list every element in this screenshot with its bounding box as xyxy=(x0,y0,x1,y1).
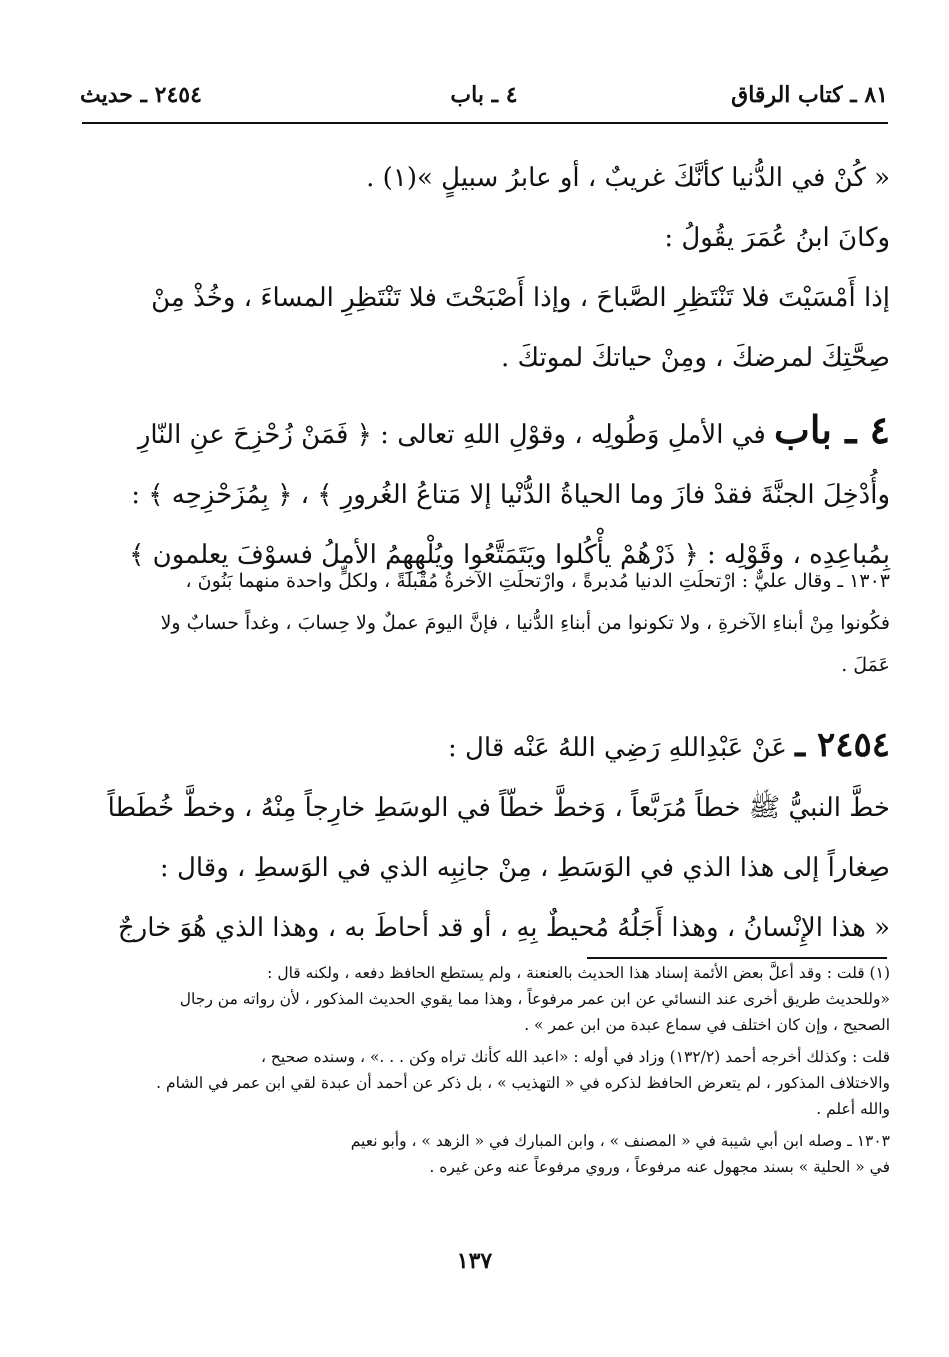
footnote-line: والاختلاف المذكور ، لم يتعرض الحافظ لذكره في « التهذيب » ، بل ذكر عن أحمد أن عبدة لقي ابن عمر في الشام . xyxy=(156,1074,890,1092)
opening-text xyxy=(82,148,890,388)
running-header xyxy=(80,78,888,118)
athar-block xyxy=(82,560,890,686)
footnote-divider xyxy=(587,957,887,959)
footnote-line: الصحيح ، وإن كان اختلف في سماع عبدة من ابن عمر » . xyxy=(524,1016,890,1034)
footnote-line: قلت : وكذلك أخرجه أحمد (١٣٢/٢) وزاد في أوله : «اعبد الله كأنك تراه وكن . . .» ، وسنده صحيح ، xyxy=(260,1048,890,1066)
text-line: وكانَ ابنُ عُمَرَ يقُولُ : xyxy=(664,223,890,253)
hadith-block xyxy=(82,715,890,958)
text-line: صِحَّتِكَ لمرضكَ ، ومِنْ حياتكَ لموتكَ . xyxy=(501,343,890,373)
footnote-line: في « الحلية » بسند مجهول عنه مرفوعاً ، وروي مرفوعاً عنه وعن غيره . xyxy=(429,1158,890,1176)
header-hadith-number: ٢٤٥٤ ـ حديث xyxy=(80,82,202,108)
chapter-number: ٤ ـ باب xyxy=(774,407,890,452)
header-book-title: ٨١ ـ كتاب الرقاق xyxy=(731,82,888,108)
chapter-title-line: وأُدْخِلَ الجنَّةَ فقدْ فازَ وما الحياةُ الدُّنْيا إلا مَتاعُ الغُرورِ ﴾ ، ﴿ بِمُزَحْزِحِه ﴾ : xyxy=(131,480,890,510)
hadith-line: صِغاراً إلى هذا الذي في الوَسَطِ ، مِنْ جانِبِه الذي في الوَسطِ ، وقال : xyxy=(159,853,890,883)
chapter-title-line: في الأملِ وَطُولِه ، وقوْلِ اللهِ تعالى : ﴿ فَمَنْ زُحْزِحَ عنِ النّارِ xyxy=(137,420,766,450)
athar-line: ١٣٠٣ ـ وقال عليٌّ : ارْتحلَتِ الدنيا مُدبرةً ، وارْتحلَتِ الآخرةُ مُقْبلةً ، ولكلٍّ واحدة منهما بَنُونَ ، xyxy=(185,570,890,592)
text-line: إذا أَمْسَيْتَ فلا تَنْتَظِرِ الصَّباحَ ، وإذا أَصْبَحْتَ فلا تَنْتَظِرِ المساءَ ، وخُذْ مِنْ xyxy=(151,283,890,313)
athar-line: فكُونوا مِنْ أبناءِ الآخرةِ ، ولا تكونوا من أبناءِ الدُّنيا ، فإنَّ اليومَ عملٌ ولا حِسابَ ، وغداً حسابٌ ولا xyxy=(160,612,890,634)
footnote-line: والله أعلم . xyxy=(816,1100,890,1118)
footnote-line: (١) قلت : وقد أعلَّ بعض الأئمة إسناد هذا الحديث بالعنعنة ، ولم يستطع الحافظ دفعه ، ولكنه قال : xyxy=(267,964,890,982)
text-line: « كُنْ في الدُّنيا كأنَّكَ غريبٌ ، أو عابرُ سبيلٍ »(١) . xyxy=(366,163,890,193)
footnotes xyxy=(82,960,890,1180)
hadith-number: ٢٤٥٤ ـ xyxy=(795,725,890,765)
athar-line: عَمَلَ . xyxy=(841,654,890,676)
hadith-line: خطَّ النبيُّ ﷺ خطاً مُرَبَّعاً ، وَخطَّ خطّاً في الوسَطِ خارِجاً مِنْهُ ، وخطَّ خُطَطاً xyxy=(107,793,890,823)
chapter-title-line: بِمُباعِدِه ، وقَوْلِه : ﴿ ذَرْهُمْ يأْكُلوا ويَتَمَتَّعُوا ويُلْهِهِمُ الأملُ فسوْفَ يعلمون ﴾ xyxy=(129,540,890,570)
hadith-intro: عَنْ عَبْدِاللهِ رَضِي اللهُ عَنْه قال : xyxy=(447,733,787,763)
header-divider xyxy=(82,122,888,124)
chapter-heading xyxy=(82,400,890,585)
hadith-line: « هذا الإِنْسانُ ، وهذا أَجَلُهُ مُحيطٌ بِهِ ، أو قد أحاطَ به ، وهذا الذي هُوَ خارجٌ xyxy=(117,913,890,943)
header-chapter: ٤ ـ باب xyxy=(450,82,518,108)
footnote-line: ١٣٠٣ ـ وصله ابن أبي شيبة في « المصنف » ، وابن المبارك في « الزهد » ، وأبو نعيم xyxy=(350,1132,890,1150)
footnote-line: «وللحديث طريق أخرى عند النسائي عن ابن عمر مرفوعاً ، وهذا مما يقوي الحديث المذكور ، لأن رواته من رجال xyxy=(179,990,890,1008)
page-number: ١٣٧ xyxy=(456,1248,493,1274)
